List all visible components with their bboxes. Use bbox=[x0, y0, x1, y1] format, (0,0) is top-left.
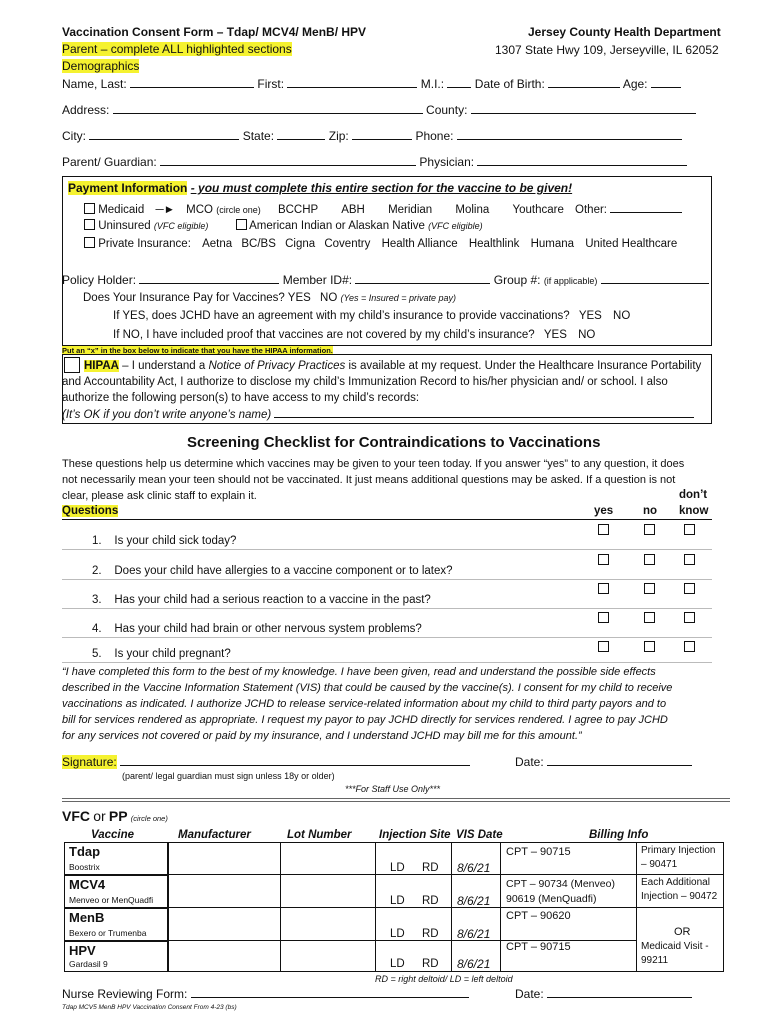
insured-note: (Yes = Insured = private pay) bbox=[340, 293, 457, 303]
phone-label: Phone: bbox=[415, 129, 454, 143]
address-row bbox=[62, 103, 696, 117]
member-id-field[interactable] bbox=[355, 273, 490, 284]
plan-molina[interactable]: Molina bbox=[455, 204, 490, 216]
hipaa-label: HIPAA bbox=[84, 360, 119, 372]
zip-label: Zip: bbox=[328, 129, 349, 143]
hpv-vis-date: 8/6/21 bbox=[457, 957, 491, 971]
insurer-humana[interactable]: Humana bbox=[530, 238, 575, 250]
nurse-date-row bbox=[515, 987, 692, 1001]
age-label: Age: bbox=[622, 77, 648, 91]
sign-note: (parent/ legal guardian must sign unless 18y or older) bbox=[122, 771, 335, 781]
site-note: RD = right deltoid/ LD = left deltoid bbox=[375, 974, 513, 984]
staff-row-rule-2 bbox=[168, 907, 636, 908]
mcv4-cpt2: 90619 (MenQuadfi) bbox=[506, 893, 597, 905]
col-vis-date: VIS Date bbox=[456, 829, 503, 841]
col-know: know bbox=[679, 505, 709, 517]
hipaa-line3: authorize the following person(s) to have access to my child’s records: bbox=[62, 392, 420, 404]
private-insurance-label: Private Insurance: bbox=[98, 238, 191, 250]
last-name-field[interactable] bbox=[130, 77, 254, 88]
signature-field[interactable] bbox=[120, 755, 470, 766]
footer-form-id: Tdap MCV5 MenB HPV Vaccination Consent From 4-23 (bs) bbox=[62, 1004, 237, 1011]
address-label: Address: bbox=[62, 103, 110, 117]
american-indian-label: American Indian or Alaskan Native bbox=[249, 220, 425, 232]
additional-injection-2: Injection – 90472 bbox=[641, 891, 718, 902]
vfc-option[interactable]: VFC bbox=[62, 808, 90, 824]
menb-rd[interactable]: RD bbox=[422, 928, 439, 940]
org-name: Jersey County Health Department bbox=[528, 25, 721, 39]
group-label: Group #: bbox=[493, 273, 541, 287]
vaccine-tdap bbox=[64, 842, 168, 875]
guardian-label: Parent/ Guardian: bbox=[62, 155, 157, 169]
staff-only-note: ***For Staff Use Only*** bbox=[345, 784, 441, 794]
q2-no-checkbox[interactable] bbox=[644, 554, 655, 565]
question-1: 1. Is your child sick today? bbox=[92, 535, 237, 547]
plan-other-label: Other: bbox=[575, 204, 608, 216]
demographics-heading: Demographics bbox=[62, 59, 140, 73]
col-site: Injection Site bbox=[379, 829, 451, 841]
medicaid-visit-1: Medicaid Visit - bbox=[641, 941, 709, 952]
parent-note: Parent – complete ALL highlighted sections bbox=[62, 42, 292, 56]
signature-row bbox=[62, 755, 470, 769]
hipaa-line1 bbox=[84, 360, 701, 372]
form-title: Vaccination Consent Form – Tdap/ MCV4/ MenB/ HPV bbox=[62, 25, 367, 39]
screening-intro3: clear, please ask clinic staff to explain it. bbox=[62, 490, 257, 502]
menb-cpt: CPT – 90620 bbox=[506, 910, 571, 922]
private-insurance-checkbox[interactable] bbox=[84, 237, 95, 248]
name-last-label: Name, Last: bbox=[62, 77, 127, 91]
screening-title: Screening Checklist for Contraindications to Vaccinations bbox=[187, 434, 601, 451]
signature-label: Signature: bbox=[62, 755, 117, 769]
physician-label: Physician: bbox=[419, 155, 475, 169]
member-id-label: Member ID#: bbox=[282, 273, 353, 287]
city-field[interactable] bbox=[89, 129, 239, 140]
insurer-health-alliance[interactable]: Health Alliance bbox=[381, 238, 458, 250]
tdap-rd[interactable]: RD bbox=[422, 862, 439, 874]
uninsured-label: Uninsured bbox=[98, 220, 151, 232]
q4-yes-checkbox[interactable] bbox=[598, 612, 609, 623]
vaccine-name: MCV4 bbox=[69, 877, 106, 892]
hipaa-line4 bbox=[62, 407, 694, 421]
tdap-ld[interactable]: LD bbox=[390, 862, 405, 874]
billing-or: OR bbox=[674, 926, 691, 938]
vaccine-menb bbox=[64, 908, 168, 941]
billing-rule-1 bbox=[636, 874, 724, 875]
plan-abh[interactable]: ABH bbox=[341, 204, 365, 216]
physician-field[interactable] bbox=[477, 155, 687, 166]
first-label: First: bbox=[257, 77, 285, 91]
name-row bbox=[62, 77, 681, 91]
col-manufacturer: Manufacturer bbox=[178, 829, 251, 841]
menb-vis-date: 8/6/21 bbox=[457, 927, 491, 941]
col-dont: don’t bbox=[679, 489, 708, 501]
hipaa-instruction: Put an “x” in the box below to indicate that you have the HIPAA information. bbox=[62, 346, 333, 355]
state-label: State: bbox=[242, 129, 275, 143]
mcv4-vis-date: 8/6/21 bbox=[457, 894, 491, 908]
col-lot: Lot Number bbox=[287, 829, 352, 841]
vfc-pp-row bbox=[62, 808, 168, 824]
question-row-3 bbox=[62, 580, 712, 609]
question-row-1 bbox=[62, 521, 712, 550]
question-row-2 bbox=[62, 551, 712, 580]
pay-no[interactable]: NO bbox=[320, 292, 338, 304]
age-field[interactable] bbox=[651, 77, 681, 88]
org-address: 1307 State Hwy 109, Jerseyville, IL 62052 bbox=[495, 43, 719, 57]
uninsured-checkbox[interactable] bbox=[84, 219, 95, 230]
plan-other-field[interactable] bbox=[610, 202, 682, 213]
first-name-field[interactable] bbox=[287, 77, 417, 88]
vaccine-mcv4 bbox=[64, 875, 168, 908]
staff-divider-1 bbox=[62, 798, 730, 799]
dob-label: Date of Birth: bbox=[474, 77, 545, 91]
uninsured-vfc-note: (VFC eligible) bbox=[153, 221, 209, 231]
hipaa-text1a: – I understand a bbox=[122, 360, 206, 372]
mi-field[interactable] bbox=[447, 77, 471, 88]
vaccine-brand: Boostrix bbox=[69, 862, 100, 872]
uninsured-row bbox=[84, 219, 483, 232]
nurse-date-field[interactable] bbox=[547, 987, 692, 998]
vaccine-hpv bbox=[64, 941, 168, 972]
address-field[interactable] bbox=[113, 103, 423, 114]
hpv-ld[interactable]: LD bbox=[390, 958, 405, 970]
question-4: 4. Has your child had brain or other nervous system problems? bbox=[92, 623, 422, 635]
payment-title: Payment Information bbox=[68, 181, 188, 195]
arrow-right-icon: ─► bbox=[155, 204, 175, 216]
pay-question: Does Your Insurance Pay for Vaccines? bbox=[83, 292, 285, 304]
hipaa-optional-note: (It’s OK if you don’t write anyone’s name) bbox=[62, 409, 272, 421]
pp-option[interactable]: PP bbox=[108, 808, 128, 824]
if-no-question: If NO, I have included proof that vaccines are not covered by my child’s insurance? bbox=[113, 329, 535, 341]
nurse-row bbox=[62, 987, 469, 1001]
consent-date-row bbox=[515, 755, 692, 769]
if-no-row bbox=[113, 329, 595, 341]
pay-yes[interactable]: YES bbox=[287, 292, 311, 304]
hipaa-line2: and Accountability Act, I authorize to disclose my child’s Immunization Record to his/her physician and/ or school. I also bbox=[62, 376, 668, 388]
question-2: 2. Does your child have allergies to a vaccine component or to latex? bbox=[92, 565, 453, 577]
question-row-5 bbox=[62, 638, 712, 663]
mco-label: MCO bbox=[186, 204, 214, 216]
screening-intro2: not necessarily mean your teen should not be vaccinated. It just means additional questions may be asked. If a question is not bbox=[62, 474, 676, 486]
vaccine-name: Tdap bbox=[69, 844, 101, 859]
group-field[interactable] bbox=[601, 273, 709, 284]
vaccine-name: MenB bbox=[69, 910, 105, 925]
mco-circle-note: (circle one) bbox=[216, 205, 261, 215]
policy-row bbox=[62, 273, 709, 287]
mcv4-ld[interactable]: LD bbox=[390, 895, 405, 907]
insurer-cigna[interactable]: Cigna bbox=[285, 238, 316, 250]
city-label: City: bbox=[62, 129, 86, 143]
if-yes-no[interactable]: NO bbox=[613, 310, 631, 322]
q2-yes-checkbox[interactable] bbox=[598, 554, 609, 565]
mi-label: M.I.: bbox=[420, 77, 445, 91]
q1-yes-checkbox[interactable] bbox=[598, 524, 609, 535]
questions-label: Questions bbox=[62, 505, 119, 517]
q4-dont-know-checkbox[interactable] bbox=[684, 612, 695, 623]
q2-dont-know-checkbox[interactable] bbox=[684, 554, 695, 565]
vfc-pp-circle-note: (circle one) bbox=[130, 814, 168, 823]
col-billing: Billing Info bbox=[589, 829, 649, 841]
hpv-cpt: CPT – 90715 bbox=[506, 941, 571, 953]
payment-heading bbox=[68, 181, 572, 195]
if-no-yes[interactable]: YES bbox=[543, 329, 567, 341]
questions-top-rule bbox=[62, 519, 712, 520]
primary-injection-2: – 90471 bbox=[641, 859, 678, 870]
medicaid-row bbox=[84, 202, 682, 216]
consent-line5: for any services not covered or paid by my insurance, and I understand JCHD may bill me for this amount.” bbox=[62, 730, 582, 742]
medicaid-label: Medicaid bbox=[98, 204, 145, 216]
question-5: 5. Is your child pregnant? bbox=[92, 648, 231, 660]
screening-intro1: These questions help us determine which vaccines may be given to your teen today. If you answer “yes” to any question, it does bbox=[62, 458, 685, 470]
tdap-cpt: CPT – 90715 bbox=[506, 846, 571, 858]
q3-dont-know-checkbox[interactable] bbox=[684, 583, 695, 594]
col-vaccine: Vaccine bbox=[91, 829, 135, 841]
insurer-coventry[interactable]: Coventry bbox=[324, 238, 371, 250]
q5-no-checkbox[interactable] bbox=[644, 641, 655, 652]
nurse-date-label: Date: bbox=[515, 987, 544, 1001]
col-no: no bbox=[643, 505, 658, 517]
medicaid-checkbox[interactable] bbox=[84, 203, 95, 214]
additional-injection-1: Each Additional bbox=[641, 877, 710, 888]
american-indian-checkbox[interactable] bbox=[236, 219, 247, 230]
phone-field[interactable] bbox=[457, 129, 682, 140]
dob-field[interactable] bbox=[548, 77, 620, 88]
plan-bcchp[interactable]: BCCHP bbox=[277, 204, 318, 216]
zip-field[interactable] bbox=[352, 129, 412, 140]
vaccine-name: HPV bbox=[69, 943, 96, 958]
medicaid-visit-2: 99211 bbox=[641, 955, 669, 966]
staff-divider-2 bbox=[62, 801, 730, 802]
billing-rule-2 bbox=[636, 907, 724, 908]
policy-holder-label: Policy Holder: bbox=[62, 273, 137, 287]
hipaa-text1b: is available at my request. Under the Healthcare Insurance Portability bbox=[348, 360, 702, 372]
vfc-or: or bbox=[93, 808, 106, 824]
menb-ld[interactable]: LD bbox=[390, 928, 405, 940]
if-no-no[interactable]: NO bbox=[578, 329, 596, 341]
question-3: 3. Has your child had a serious reaction to a vaccine in the past? bbox=[92, 594, 431, 606]
col-yes: yes bbox=[594, 505, 614, 517]
city-row bbox=[62, 129, 682, 143]
if-yes-yes[interactable]: YES bbox=[578, 310, 602, 322]
tdap-vis-date: 8/6/21 bbox=[457, 861, 491, 875]
hipaa-checkbox[interactable] bbox=[64, 357, 80, 373]
vaccine-brand: Bexero or Trumenba bbox=[69, 928, 147, 938]
nurse-field[interactable] bbox=[191, 987, 469, 998]
insurer-bcbs[interactable]: BC/BS bbox=[241, 238, 276, 250]
pay-question-row bbox=[83, 292, 456, 304]
hpv-rd[interactable]: RD bbox=[422, 958, 439, 970]
guardian-field[interactable] bbox=[160, 155, 416, 166]
mcv4-rd[interactable]: RD bbox=[422, 895, 439, 907]
q5-dont-know-checkbox[interactable] bbox=[684, 641, 695, 652]
q1-dont-know-checkbox[interactable] bbox=[684, 524, 695, 535]
q3-no-checkbox[interactable] bbox=[644, 583, 655, 594]
state-field[interactable] bbox=[277, 129, 325, 140]
consent-line4: bill for services rendered as appropriate. I request my payor to pay JCHD directly for services rendered. I agree to pay JCHD bbox=[62, 714, 668, 726]
nurse-label: Nurse Reviewing Form: bbox=[62, 987, 188, 1001]
policy-holder-field[interactable] bbox=[139, 273, 279, 284]
payment-subtitle: - you must complete this entire section for the vaccine to be given! bbox=[190, 181, 573, 195]
mcv4-cpt: CPT – 90734 (Menveo) bbox=[506, 878, 615, 890]
if-yes-row bbox=[113, 310, 630, 322]
plan-youthcare[interactable]: Youthcare bbox=[512, 204, 564, 216]
insurer-aetna[interactable]: Aetna bbox=[202, 238, 233, 250]
consent-line3: vaccinations as indicated. I authorize JCHD to release service-related information about my child to third party payors and to bbox=[62, 698, 667, 710]
q4-no-checkbox[interactable] bbox=[644, 612, 655, 623]
consent-line2: described in the Vaccine Information Statement (VIS) that could be caused by the vaccine(s). I consent for my child to receive bbox=[62, 682, 673, 694]
q1-no-checkbox[interactable] bbox=[644, 524, 655, 535]
consent-line1: “I have completed this form to the best of my knowledge. I have been given, read and understand the possible side effects bbox=[62, 666, 656, 678]
hipaa-authorized-field[interactable] bbox=[274, 407, 694, 418]
question-row-4 bbox=[62, 609, 712, 638]
private-insurance-row bbox=[84, 237, 677, 250]
group-applicable-note: (if applicable) bbox=[543, 276, 598, 286]
insurer-united[interactable]: United Healthcare bbox=[585, 238, 678, 250]
american-indian-vfc-note: (VFC eligible) bbox=[428, 221, 483, 231]
consent-date-label: Date: bbox=[515, 755, 544, 769]
county-label: County: bbox=[426, 103, 468, 117]
plan-meridian[interactable]: Meridian bbox=[388, 204, 433, 216]
staff-row-rule-1 bbox=[168, 874, 636, 875]
hipaa-notice: Notice of Privacy Practices bbox=[208, 360, 346, 372]
consent-date-field[interactable] bbox=[547, 755, 692, 766]
q5-yes-checkbox[interactable] bbox=[598, 641, 609, 652]
insurer-healthlink[interactable]: Healthlink bbox=[468, 238, 520, 250]
if-yes-question: If YES, does JCHD have an agreement with my child’s insurance to provide vaccinations? bbox=[113, 310, 570, 322]
county-field[interactable] bbox=[471, 103, 696, 114]
vaccine-brand: Gardasil 9 bbox=[69, 959, 108, 969]
primary-injection-1: Primary Injection bbox=[641, 845, 716, 856]
q3-yes-checkbox[interactable] bbox=[598, 583, 609, 594]
guardian-row bbox=[62, 155, 687, 169]
vaccine-brand: Menveo or MenQuadfi bbox=[69, 895, 154, 905]
